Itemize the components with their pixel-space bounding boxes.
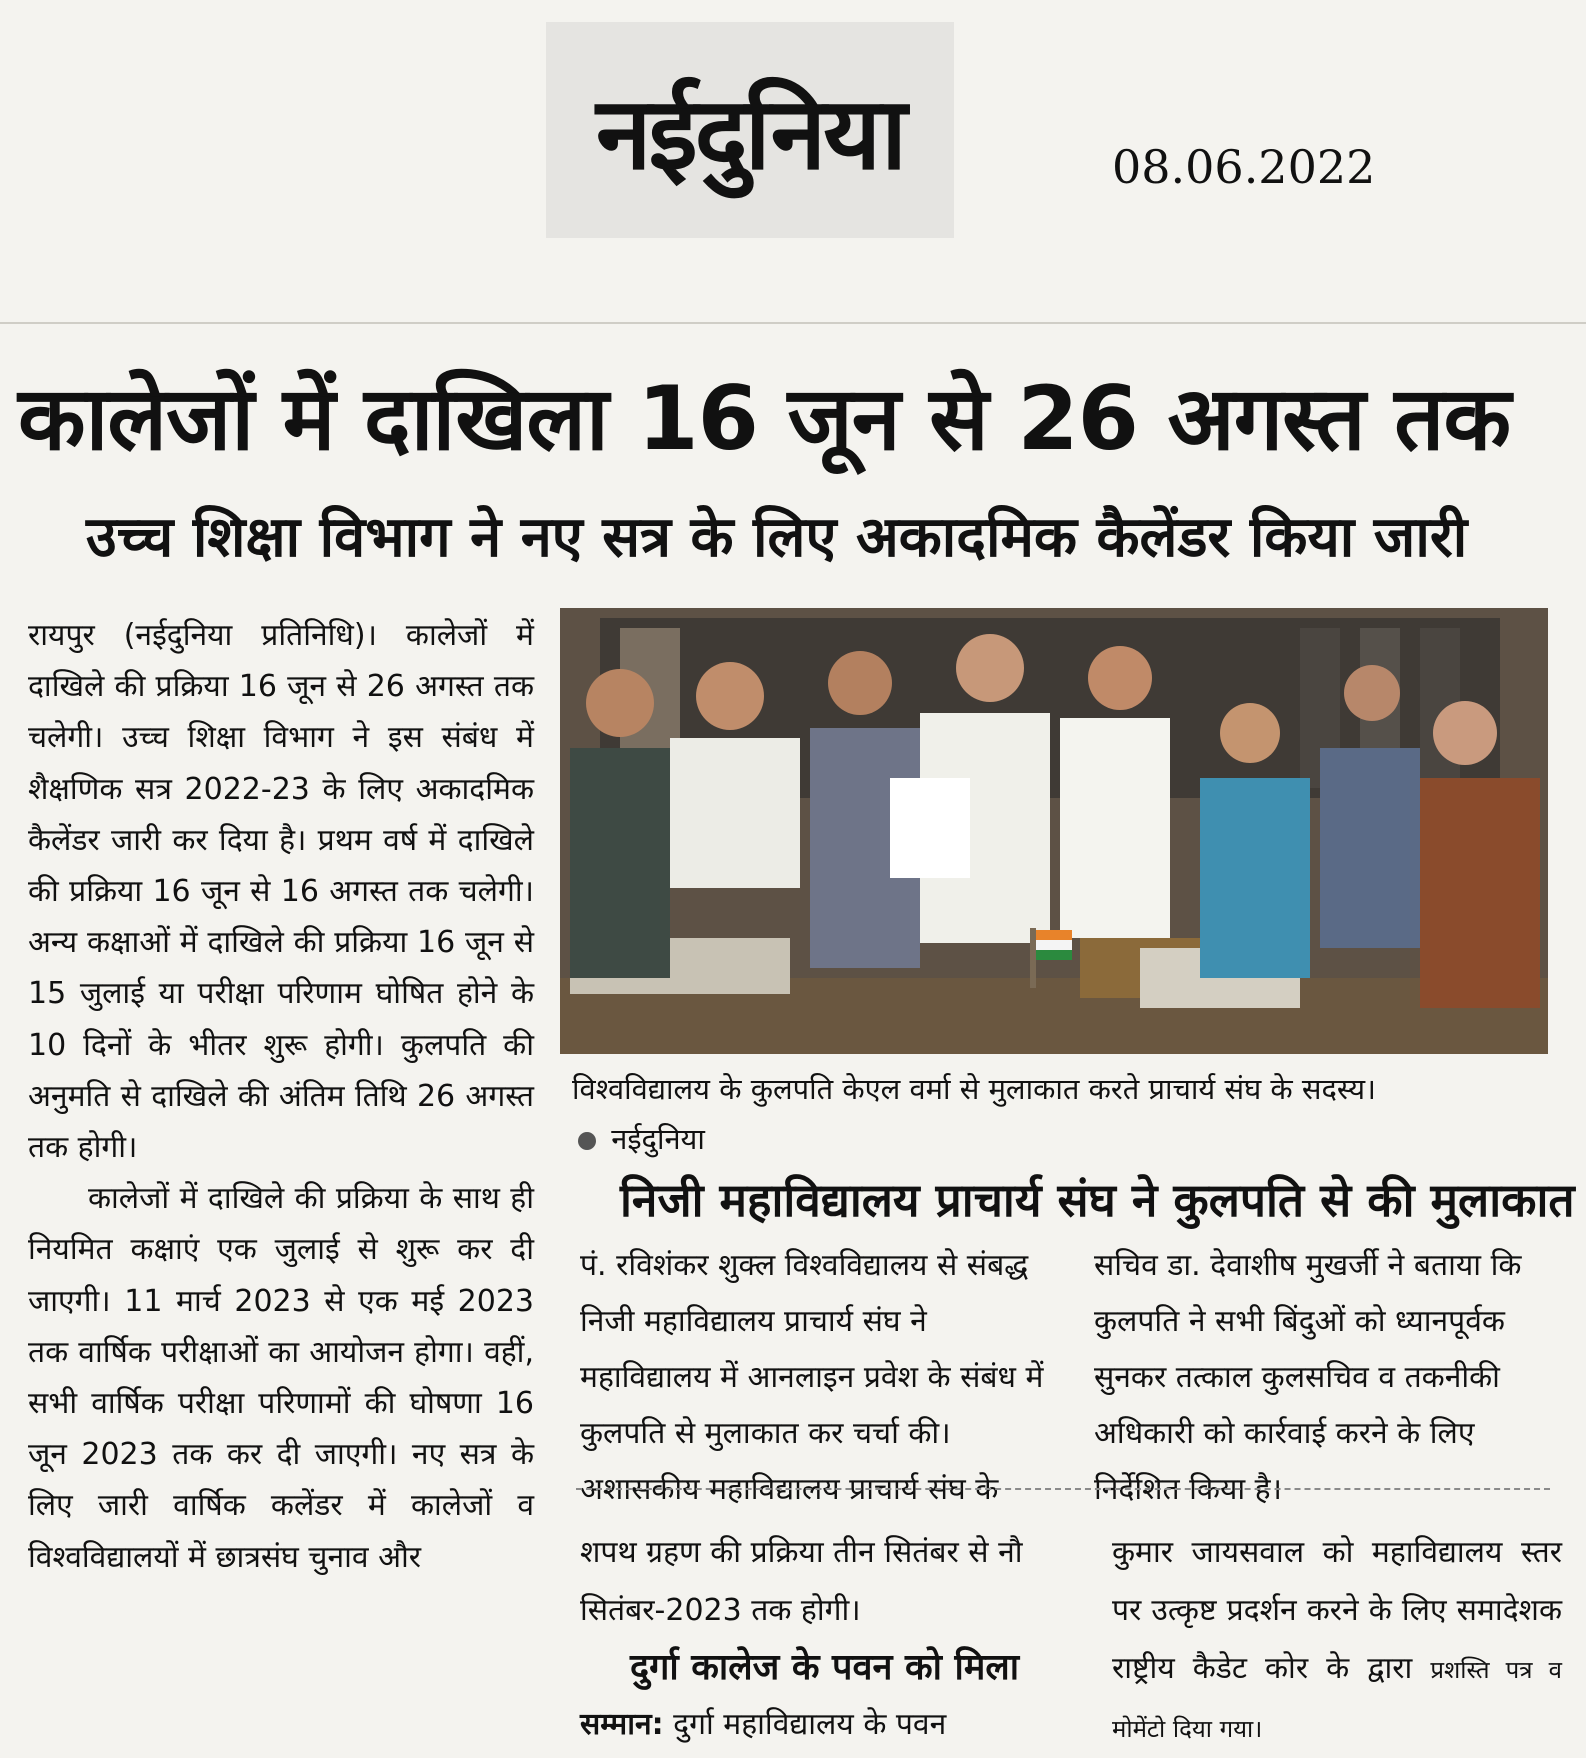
main-article-paragraph-2: कालेजों में दाखिले की प्रक्रिया के साथ ही नियमित कक्षाएं एक जुलाई से शुरू कर दी जाएगी। 11 मार्च 2023 से एक मई 2023 तक वार्षिक परीक्षाओं का आयोजन होगा। वहीं, सभी वार्षिक परीक्षा परिणामों की घोषणा 16 जून 2023 तक कर दी जाएगी। नए सत्र के लिए जारी वार्षिक कलेंडर में कालेजों व विश्वविद्यालयों में छात्रसंघ चुनाव और — [28, 1181, 534, 1575]
photo-caption — [572, 1064, 1392, 1164]
masthead — [546, 22, 954, 238]
award-lead-text: दुर्गा महाविद्यालय के पवन — [673, 1707, 947, 1742]
publication-date: 08.06.2022 — [1112, 140, 1376, 194]
award-column — [1112, 1524, 1562, 1758]
continuation-text: शपथ ग्रहण की प्रक्रिया तीन सितंबर से नौ सितंबर-2023 तक होगी। — [580, 1535, 1023, 1628]
headline: कालेजों में दाखिला 16 जून से 26 अगस्त तक — [18, 367, 1511, 470]
award-text: कुमार जायसवाल को महाविद्यालय स्तर पर उत्कृष्ट प्रदर्शन करने के लिए समादेशक राष्ट्रीय कैडेट कोर के द्वारा — [1112, 1535, 1562, 1686]
award-text-end: प्रशस्ति पत्र व मोमेंटो दिया गया। — [1112, 1656, 1562, 1743]
newspaper-logo: नईदुनिया — [596, 75, 904, 192]
section-divider — [576, 1488, 1550, 1490]
subheadline: उच्च शिक्षा विभाग ने नए सत्र के लिए अकादमिक कैलेंडर किया जारी — [86, 505, 1468, 570]
photo-credit: नईदुनिया — [611, 1122, 705, 1156]
group-photo-illustration — [560, 608, 1548, 1054]
award-subheadline: दुर्गा कालेज के पवन को मिला — [630, 1647, 1020, 1688]
main-article-paragraph-1: रायपुर (नईदुनिया प्रतिनिधि)। कालेजों में दाखिले की प्रक्रिया 16 जून से 26 अगस्त तक चलेगी। उच्च शिक्षा विभाग ने इस संबंध में शैक्षणिक सत्र 2022-23 के लिए अकादमिक कैलेंडर जारी कर दिया है। प्रथम वर्ष में दाखिले की प्रक्रिया 16 जून से 16 अगस्त तक चलेगी। अन्य कक्षाओं में दाखिले की प्रक्रिया 16 जून से 15 जुलाई या परीक्षा परिणाम घोषित होने के 10 दिनों के भीतर शुरू होगी। कुलपति की अनुमति से दाखिले की अंतिम तिथि 26 अगस्त तक होगी। — [28, 618, 534, 1166]
bullet-icon — [578, 1132, 596, 1150]
top-divider — [0, 322, 1586, 324]
award-lead-label: सम्मान: — [580, 1707, 664, 1742]
second-article-column-1: पं. रविशंकर शुक्ल विश्वविद्यालय से संबद्ध निजी महाविद्यालय प्राचार्य संघ ने महाविद्यालय में आनलाइन प्रवेश के संबंध में कुलपति से मुलाकात कर चर्चा की। अशासकीय महाविद्यालय प्राचार्य संघ के — [580, 1248, 1044, 1507]
second-article-headline: निजी महाविद्यालय प्राचार्य संघ ने कुलपति से की मुलाकात — [620, 1173, 1575, 1227]
main-article-column — [28, 610, 534, 1583]
second-article-column-2: सचिव डा. देवाशीष मुखर्जी ने बताया कि कुलपति ने सभी बिंदुओं को ध्यानपूर्वक सुनकर तत्काल कुलसचिव व तकनीकी अधिकारी को कार्रवाई करने के लिए निर्देशित किया है। — [1094, 1248, 1522, 1507]
photo-caption-text: विश्वविद्यालय के कुलपति केएल वर्मा से मुलाकात करते प्राचार्य संघ के सदस्य। — [572, 1072, 1377, 1106]
news-photo — [560, 608, 1548, 1054]
continuation-column — [580, 1524, 1066, 1754]
